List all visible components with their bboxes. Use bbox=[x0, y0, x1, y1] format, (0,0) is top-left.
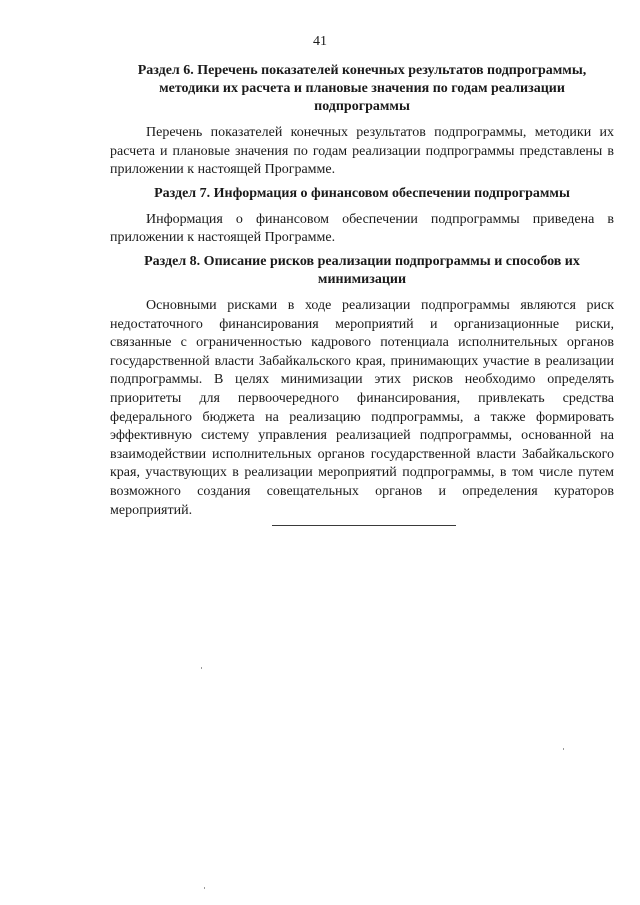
section-8-heading: Раздел 8. Описание рисков реализации подпрограммы и способов их минимизации bbox=[144, 253, 580, 287]
section-6-paragraph: Перечень показателей конечных результатов подпрограммы, методики их расчета и плановые значения по годам реализации подпрограммы представлены в приложении к настоящей Программе. bbox=[110, 125, 614, 178]
document-body bbox=[110, 62, 614, 520]
scan-speck bbox=[204, 887, 205, 889]
section-7-heading: Раздел 7. Информация о финансовом обеспечении подпрограммы bbox=[154, 185, 570, 201]
scan-speck bbox=[563, 748, 564, 750]
section-8-paragraph: Основными рисками в ходе реализации подпрограммы являются риск недостаточного финансирования мероприятий и организационные риски, связанные с ограниченностью кадрового потенциала исполнительных органов государственной власти Забайкальского края, принимающих участие в реализации подпрограммы. В целях минимизации этих рисков необходимо определять приоритеты для первоочередного финансирования, привлекать средства федерального бюджета на реализацию подпрограммы, а также формировать эффективную систему управления реализацией подпрограммы, основанной на взаимодействии исполнительных органов государственной власти Забайкальского края, участвующих в реализации мероприятий подпрограммы, в том числе путем возможного создания совещательных органов и определения кураторов мероприятий. bbox=[110, 297, 614, 518]
page-number: 41 bbox=[313, 34, 327, 49]
end-divider-line bbox=[272, 525, 456, 526]
scan-speck bbox=[201, 667, 202, 669]
section-7-paragraph: Информация о финансовом обеспечении подпрограммы приведена в приложении к настоящей Программе. bbox=[110, 211, 614, 246]
section-6-heading: Раздел 6. Перечень показателей конечных результатов подпрограммы, методики их расчета и плановые значения по годам реализации подпрограммы bbox=[137, 63, 587, 114]
